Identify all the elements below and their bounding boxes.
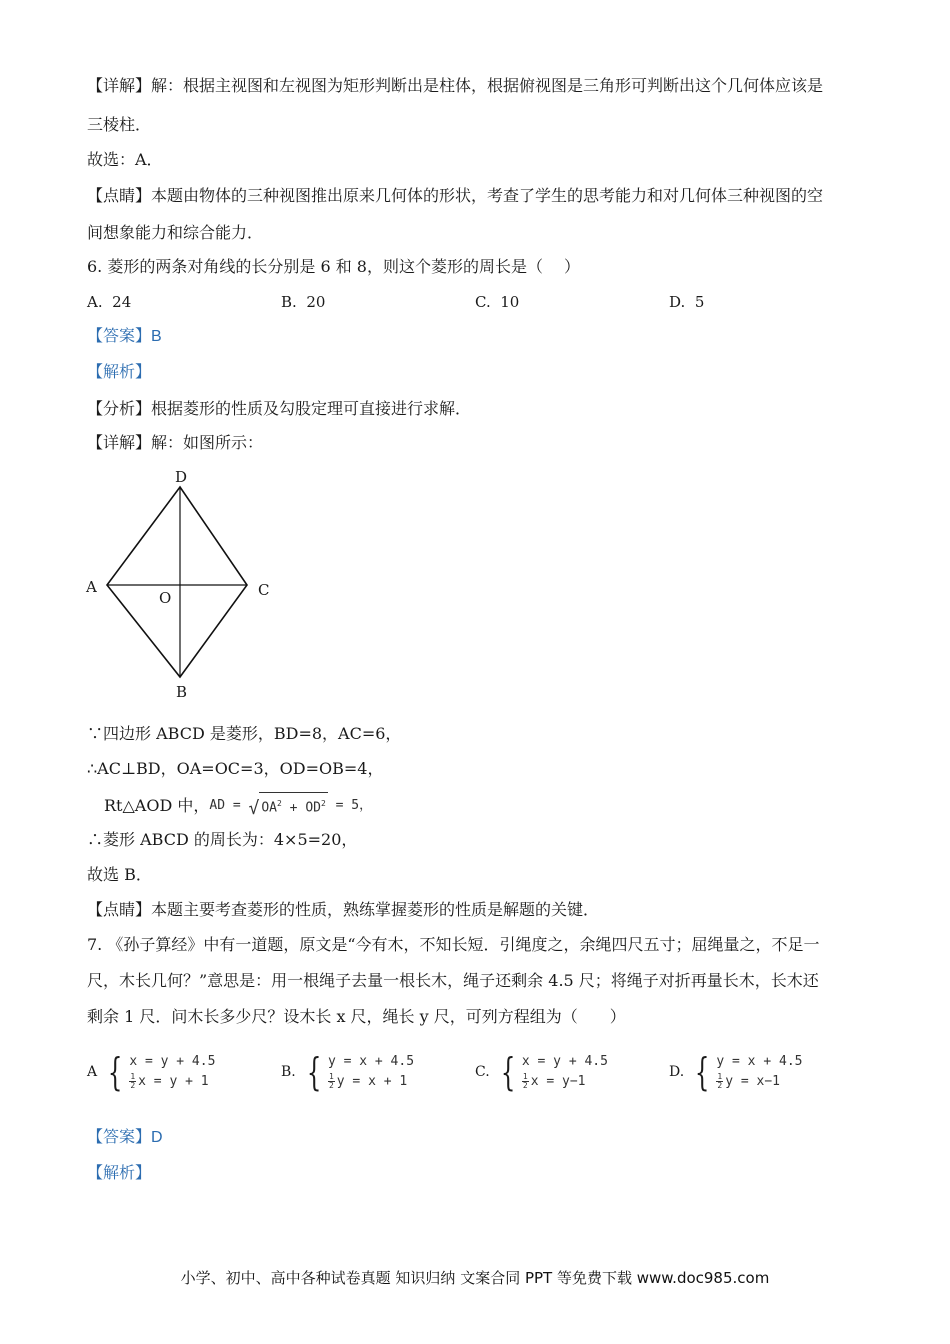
q7-option-c-label: C. — [475, 1064, 490, 1080]
q6-option-c — [475, 291, 519, 313]
left-brace-icon: { — [695, 1050, 710, 1094]
vertex-label-d: D — [175, 468, 188, 486]
fraction: $\frac{1}{2}$ — [522, 1072, 528, 1090]
step3-result: = 5， — [327, 797, 373, 813]
equation-1: x = y + 4.5 — [521, 1054, 608, 1069]
equation-system — [522, 1052, 608, 1092]
fraction: $\frac{1}{2}$ — [328, 1072, 334, 1090]
solution-step-2: ∴AC⊥BD，OA=OC=3，OD=OB=4， — [87, 759, 384, 778]
comment-6: 【点睛】本题主要考查菱形的性质，熟练掌握菱形的性质是解题的关键． — [87, 900, 600, 919]
sqrt-icon: √ — [248, 798, 260, 820]
solution-step-5: 故选 B． — [87, 865, 152, 884]
vertex-label-b: B — [176, 683, 188, 701]
left-brace-icon: { — [306, 1050, 322, 1094]
page-footer: 小学、初中、高中各种试卷真题 知识归纳 文案合同 PPT 等免费下载 www.doc985.com — [180, 1269, 770, 1287]
rhombus-diagram — [80, 465, 280, 705]
equation-2: $\frac{1}{2}$ x = y−1 — [522, 1072, 586, 1090]
equation-1: x = y + 4.5 — [129, 1054, 216, 1069]
solution-step-4: ∴菱形 ABCD 的周长为：4×5=20， — [87, 830, 358, 849]
vertex-label-a: A — [86, 578, 97, 596]
detail-paragraph-line2: 三棱柱． — [87, 115, 152, 134]
step3-lhs: AD = — [209, 797, 249, 813]
analysis-6-heading: 【解析】 — [87, 364, 152, 381]
q7-option-a-label: A — [87, 1064, 98, 1080]
equation-2: $\frac{1}{2}$ y = x−1 — [717, 1072, 780, 1090]
equation-system — [129, 1052, 215, 1092]
comment-line2: 间想象能力和综合能力． — [87, 223, 264, 242]
radicand-b: + OD — [281, 800, 321, 816]
q7-option-a — [87, 1052, 215, 1092]
q6-option-c-label: C. — [475, 293, 491, 311]
solution-step-1: ∵四边形 ABCD 是菱形，BD=8，AC=6， — [87, 724, 402, 743]
left-brace-icon: { — [500, 1050, 516, 1094]
sqrt-radicand — [259, 792, 327, 819]
q7-option-b-label: B. — [281, 1064, 296, 1080]
equation-system — [328, 1052, 414, 1092]
question-7-line3: 剩余 1 尺．问木长多少尺？设木长 x 尺，绳长 y 尺，可列方程组为（ ） — [87, 1007, 626, 1026]
question-6: 6. 菱形的两条对角线的长分别是 6 和 8，则这个菱形的周长是（ ） — [87, 257, 581, 276]
vertex-label-c: C — [258, 581, 270, 599]
question-7-line1: 7. 《孙子算经》中有一道题，原文是“今有木，不知长短．引绳度之，余绳四尺五寸；屈绳量之，不足一 — [87, 935, 820, 954]
exponent-b: 2 — [320, 799, 326, 808]
fraction: $\frac{1}{2}$ — [717, 1072, 723, 1090]
q6-option-c-value: 10 — [500, 293, 520, 311]
equation-system — [716, 1052, 802, 1092]
equation-2: $\frac{1}{2}$ x = y + 1 — [130, 1072, 209, 1090]
q6-option-a — [87, 291, 131, 313]
q6-option-b-value: 20 — [306, 293, 326, 311]
fraction: $\frac{1}{2}$ — [130, 1072, 136, 1090]
solution-step-3 — [104, 792, 372, 819]
equation-1: y = x + 4.5 — [327, 1054, 415, 1069]
exponent-a: 2 — [277, 799, 282, 808]
q6-option-b — [281, 291, 325, 313]
q6-option-d-label: D. — [669, 293, 686, 311]
q6-option-d — [669, 291, 704, 313]
comment-line1: 【点睛】本题由物体的三种视图推出原来几何体的形状，考查了学生的思考能力和对几何体三种视图的空 — [87, 186, 824, 205]
rhombus-outline — [107, 487, 247, 677]
step3-prefix: Rt△AOD 中， — [104, 795, 210, 815]
sqrt-expression — [249, 792, 328, 819]
equation-1: y = x + 4.5 — [716, 1054, 803, 1069]
q7-option-b — [281, 1052, 414, 1092]
left-brace-icon: { — [107, 1050, 123, 1094]
detail-paragraph-line1: 【详解】解：根据主视图和左视图为矩形判断出是柱体，根据俯视图是三角形可判断出这个几何体应该是 — [87, 76, 824, 95]
answer-7: 【答案】D — [87, 1129, 163, 1146]
center-label-o: O — [159, 589, 172, 607]
q7-option-c — [475, 1052, 608, 1092]
q6-option-a-value: 24 — [112, 293, 132, 311]
q7-option-d-label: D. — [669, 1064, 685, 1080]
equation-2: $\frac{1}{2}$ y = x + 1 — [328, 1072, 408, 1090]
analysis-6-fenxi: 【分析】根据菱形的性质及勾股定理可直接进行求解． — [87, 399, 472, 418]
q7-option-d — [669, 1052, 802, 1092]
radicand-a: OA — [261, 800, 278, 816]
q6-option-b-label: B. — [281, 293, 297, 311]
question-7-line2: 尺，木长几何？”意思是：用一根绳子去量一根长木，绳子还剩余 4.5 尺；将绳子对折再量长木，长木还 — [87, 971, 819, 990]
analysis-6-detail: 【详解】解：如图所示： — [87, 433, 264, 452]
q6-option-d-value: 5 — [694, 293, 705, 311]
q6-option-a-label: A. — [87, 293, 103, 311]
answer-6: 【答案】B — [87, 328, 162, 345]
choice-line: 故选：A． — [87, 150, 163, 169]
analysis-7-heading: 【解析】 — [87, 1165, 152, 1182]
